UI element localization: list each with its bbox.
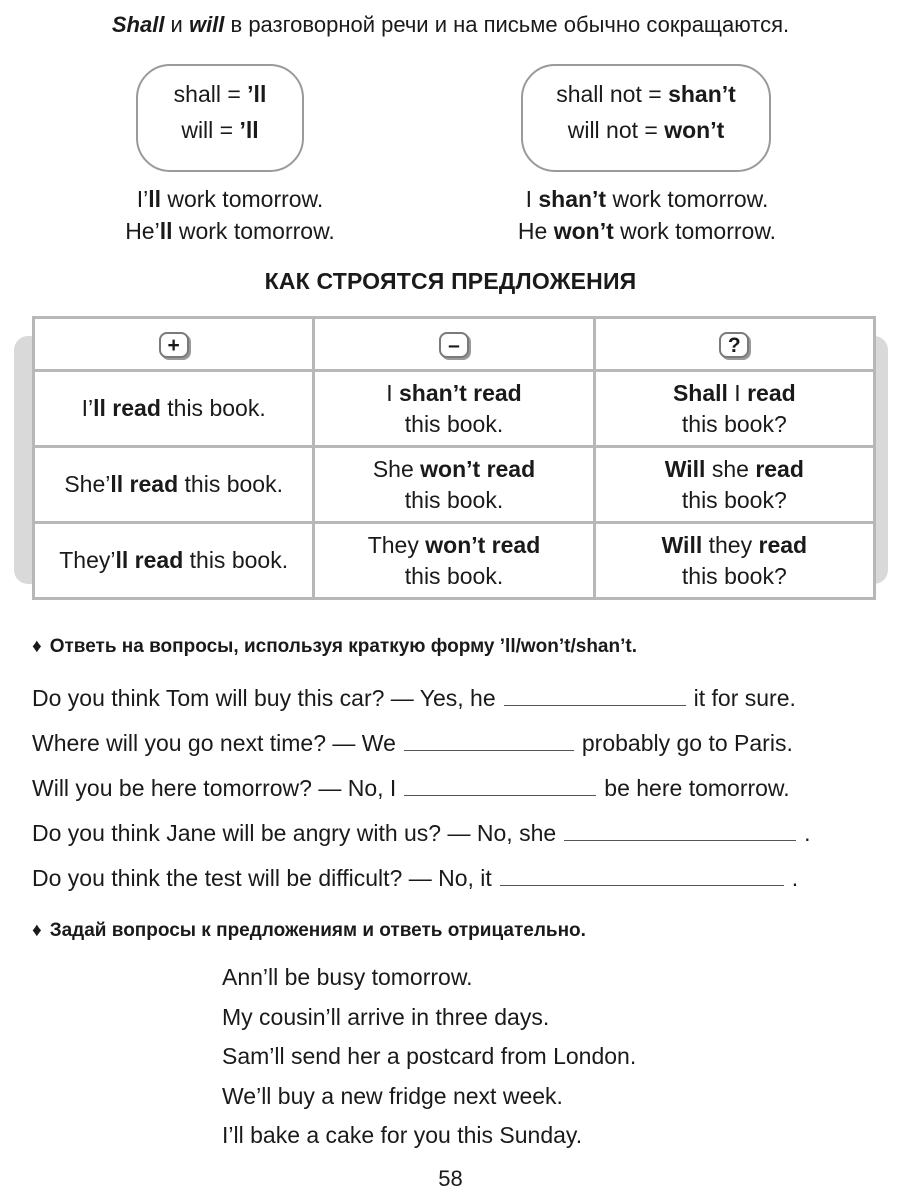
intro-word-will: will bbox=[188, 12, 225, 37]
question-text: Will you be here tomorrow? — No, I bbox=[32, 775, 397, 801]
list-item: My cousin’ll arrive in three days. bbox=[222, 1003, 550, 1030]
table-header-row bbox=[34, 318, 875, 371]
sentence-structure-table bbox=[32, 316, 876, 600]
answer-blank[interactable] bbox=[564, 839, 796, 841]
example-line: I’ll work tomorrow. bbox=[136, 186, 324, 212]
bubble-right-line2: will not = bbox=[567, 117, 665, 143]
cell-positive: I’ll read this book. bbox=[34, 371, 314, 447]
cell-question: Will she read this book? bbox=[594, 447, 874, 523]
list-item: We’ll buy a new fridge next week. bbox=[222, 1082, 563, 1109]
cell-positive: They’ll read this book. bbox=[34, 523, 314, 599]
bubble-left-line1: shall = bbox=[173, 81, 248, 107]
table-row bbox=[34, 371, 875, 447]
question-tail: be here tomorrow. bbox=[604, 775, 790, 801]
exercise2-instruction bbox=[32, 920, 586, 942]
cell-negative: She won’t read this book. bbox=[314, 447, 594, 523]
intro-word-shall: Shall bbox=[111, 12, 165, 37]
cell-positive: She’ll read this book. bbox=[34, 447, 314, 523]
page-number: 58 bbox=[438, 1166, 463, 1191]
minus-icon: – bbox=[439, 332, 469, 358]
question-text: Do you think Tom will buy this car? — Yes, he bbox=[32, 685, 496, 711]
intro-rest: в разговорной речи и на письме обычно сокращаются. bbox=[224, 12, 790, 37]
bubble-right-line2-bold: won’t bbox=[664, 117, 725, 143]
question-tail: . bbox=[791, 865, 799, 891]
question-tail: probably go to Paris. bbox=[581, 730, 793, 756]
plus-icon: + bbox=[159, 332, 189, 358]
exercise1-instruction-text: Ответь на вопросы, используя краткую форму ’ll/won’t/shan’t. bbox=[49, 636, 637, 657]
contraction-bubble-negative bbox=[521, 64, 771, 172]
exercise2-sentences bbox=[222, 958, 636, 1156]
bubble-left-line2-bold: ’ll bbox=[239, 117, 259, 143]
exercise-question bbox=[32, 680, 872, 712]
answer-blank[interactable] bbox=[500, 884, 784, 886]
diamond-bullet-icon: ♦ bbox=[32, 636, 42, 657]
question-text: Do you think the test will be difficult? — No, it bbox=[32, 865, 492, 891]
exercise-question bbox=[32, 770, 872, 802]
exercise1-instruction bbox=[32, 636, 637, 658]
exercise-question bbox=[32, 860, 872, 892]
question-text: Where will you go next time? — We bbox=[32, 730, 396, 756]
intro-text bbox=[0, 12, 901, 38]
question-text: Do you think Jane will be angry with us? — No, she bbox=[32, 820, 557, 846]
bubble-left-line2: will = bbox=[181, 117, 240, 143]
exercise-question bbox=[32, 815, 872, 847]
cell-question: Shall I read this book? bbox=[594, 371, 874, 447]
list-item: Sam’ll send her a postcard from London. bbox=[222, 1043, 637, 1069]
list-item: I’ll bake a cake for you this Sunday. bbox=[222, 1122, 583, 1148]
bubble-left-line1-bold: ’ll bbox=[247, 81, 267, 107]
answer-blank[interactable] bbox=[404, 794, 596, 796]
header-negative bbox=[314, 318, 594, 371]
question-tail: it for sure. bbox=[693, 685, 796, 711]
cell-negative: I shan’t read this book. bbox=[314, 371, 594, 447]
bubble-right-line1-bold: shan’t bbox=[668, 81, 736, 107]
examples-positive bbox=[40, 183, 420, 247]
table-row bbox=[34, 523, 875, 599]
diamond-bullet-icon: ♦ bbox=[32, 920, 42, 941]
answer-blank[interactable] bbox=[504, 704, 686, 706]
exercise2-instruction-text: Задай вопросы к предложениям и ответь отрицательно. bbox=[49, 920, 586, 941]
example-line: I shan’t work tomorrow. bbox=[525, 186, 769, 212]
intro-and: и bbox=[164, 12, 189, 37]
header-positive bbox=[34, 318, 314, 371]
cell-negative: They won’t read this book. bbox=[314, 523, 594, 599]
list-item: Ann’ll be busy tomorrow. bbox=[222, 964, 473, 990]
example-line: He won’t work tomorrow. bbox=[517, 218, 777, 244]
answer-blank[interactable] bbox=[404, 749, 574, 751]
table-row bbox=[34, 447, 875, 523]
examples-negative bbox=[447, 183, 847, 247]
question-icon: ? bbox=[719, 332, 749, 358]
header-question bbox=[594, 318, 874, 371]
example-line: He’ll work tomorrow. bbox=[125, 218, 335, 244]
contraction-bubble-will bbox=[136, 64, 304, 172]
cell-question: Will they read this book? bbox=[594, 523, 874, 599]
exercise-question bbox=[32, 725, 872, 757]
section-heading: КАК СТРОЯТСЯ ПРЕДЛОЖЕНИЯ bbox=[264, 268, 637, 294]
bubble-right-line1: shall not = bbox=[556, 81, 669, 107]
question-tail: . bbox=[804, 820, 811, 846]
